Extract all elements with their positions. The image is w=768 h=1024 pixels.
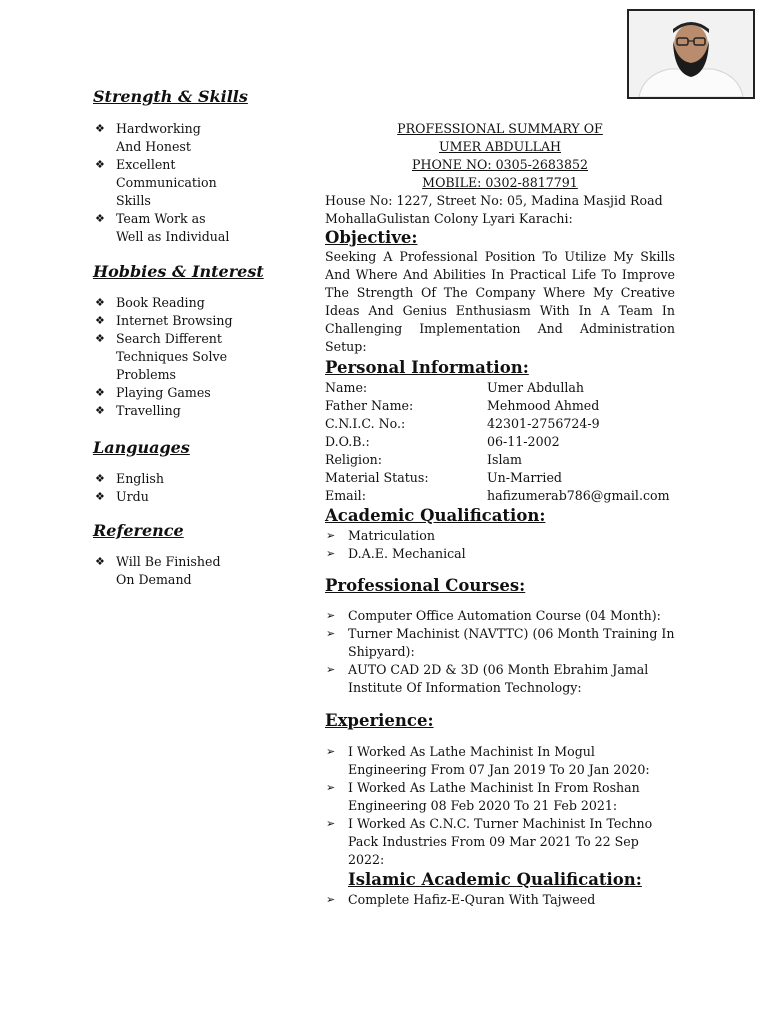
list-item bbox=[325, 661, 675, 697]
list-item bbox=[93, 488, 266, 506]
professional-courses-heading: Professional Courses: bbox=[325, 576, 526, 595]
academic-qualification-list bbox=[325, 527, 675, 563]
experience-heading: Experience: bbox=[325, 711, 434, 730]
info-row bbox=[325, 469, 675, 487]
list-item bbox=[325, 607, 675, 625]
strength-skills-list bbox=[93, 120, 293, 246]
profile-photo bbox=[627, 9, 755, 99]
mobile-number: MOBILE: 0302-8817791 bbox=[422, 175, 578, 190]
info-value: Islam bbox=[487, 452, 522, 467]
info-label: C.N.I.C. No.: bbox=[325, 416, 406, 431]
languages-heading: Languages bbox=[93, 438, 190, 457]
diamond-bullet-icon: ❖ bbox=[95, 555, 105, 568]
list-item-line: Internet Browsing bbox=[116, 313, 233, 328]
summary-title: PROFESSIONAL SUMMARY OF bbox=[397, 121, 603, 136]
list-item bbox=[325, 527, 675, 545]
list-item-line: Excellent bbox=[116, 157, 176, 172]
arrow-bullet-icon: ➢ bbox=[326, 781, 336, 794]
arrow-bullet-icon: ➢ bbox=[326, 745, 336, 758]
diamond-bullet-icon: ❖ bbox=[95, 296, 105, 309]
candidate-name: UMER ABDULLAH bbox=[438, 139, 562, 154]
info-value: 06-11-2002 bbox=[487, 434, 560, 449]
diamond-bullet-icon: ❖ bbox=[95, 212, 105, 225]
hobbies-interest-list bbox=[93, 294, 293, 420]
objective-text: Seeking A Professional Position To Utilize My Skills And Where And Abilities In Practical Life To Improve The Strength Of The Company Where My Creative Ideas And Genius Enthusiasm With In A Team In Challenging Implementation And Administration Setup: bbox=[325, 249, 675, 354]
list-item bbox=[93, 156, 266, 210]
list-item-line: Communication bbox=[116, 175, 217, 190]
list-item bbox=[325, 815, 675, 869]
list-item-line: Travelling bbox=[116, 403, 181, 418]
info-label: Religion: bbox=[325, 452, 383, 467]
list-item-line: On Demand bbox=[116, 572, 192, 587]
address-line-1: House No: 1227, Street No: 05, Madina Masjid Road bbox=[325, 193, 663, 208]
islamic-qualification-list bbox=[325, 891, 675, 909]
info-row bbox=[325, 451, 675, 469]
address-line-2: MohallaGulistan Colony Lyari Karachi: bbox=[325, 211, 573, 226]
diamond-bullet-icon: ❖ bbox=[95, 158, 105, 171]
phone-number: PHONE NO: 0305-2683852 bbox=[412, 157, 588, 172]
list-item-text: I Worked As C.N.C. Turner Machinist In Techno Pack Industries From 09 Mar 2021 To 22 Sep 2022: bbox=[348, 816, 653, 867]
right-column bbox=[325, 120, 675, 909]
personal-information-table bbox=[325, 379, 675, 505]
list-item-line: Urdu bbox=[116, 489, 149, 504]
list-item-line: Team Work as bbox=[116, 211, 206, 226]
list-item-text: I Worked As Lathe Machinist In Mogul Engineering From 07 Jan 2019 To 20 Jan 2020: bbox=[348, 744, 650, 777]
reference-list bbox=[93, 553, 293, 589]
experience-list bbox=[325, 743, 675, 869]
info-row bbox=[325, 487, 675, 505]
diamond-bullet-icon: ❖ bbox=[95, 332, 105, 345]
list-item-line: Will Be Finished bbox=[116, 554, 221, 569]
academic-qualification-heading: Academic Qualification: bbox=[325, 506, 546, 525]
list-item bbox=[93, 312, 266, 330]
strength-skills-heading: Strength & Skills bbox=[93, 87, 248, 106]
left-column bbox=[93, 86, 293, 589]
list-item bbox=[325, 545, 675, 563]
list-item bbox=[325, 625, 675, 661]
arrow-bullet-icon: ➢ bbox=[326, 627, 336, 640]
info-row bbox=[325, 433, 675, 451]
info-value: Mehmood Ahmed bbox=[487, 398, 600, 413]
list-item-line: Skills bbox=[116, 193, 151, 208]
info-row bbox=[325, 397, 675, 415]
personal-information-heading: Personal Information: bbox=[325, 358, 529, 377]
info-label: Father Name: bbox=[325, 398, 414, 413]
info-value: Umer Abdullah bbox=[487, 380, 585, 395]
diamond-bullet-icon: ❖ bbox=[95, 472, 105, 485]
info-label: D.O.B.: bbox=[325, 434, 370, 449]
list-item bbox=[93, 384, 266, 402]
arrow-bullet-icon: ➢ bbox=[326, 547, 336, 560]
list-item-text: AUTO CAD 2D & 3D (06 Month Ebrahim Jamal Institute Of Information Technology: bbox=[348, 662, 649, 695]
arrow-bullet-icon: ➢ bbox=[326, 893, 336, 906]
info-value: Un-Married bbox=[487, 470, 562, 485]
list-item-line: Hardworking bbox=[116, 121, 201, 136]
info-label: Material Status: bbox=[325, 470, 429, 485]
list-item bbox=[93, 470, 266, 488]
info-value: hafizumerab786@gmail.com bbox=[487, 488, 670, 503]
languages-list bbox=[93, 470, 293, 506]
list-item bbox=[93, 120, 266, 156]
list-item-text: Complete Hafiz-E-Quran With Tajweed bbox=[348, 892, 596, 907]
hobbies-interest-heading: Hobbies & Interest bbox=[93, 262, 264, 281]
list-item-text: D.A.E. Mechanical bbox=[348, 546, 466, 561]
info-value: 42301-2756724-9 bbox=[487, 416, 600, 431]
list-item-text: Computer Office Automation Course (04 Month): bbox=[348, 608, 661, 623]
reference-heading: Reference bbox=[93, 521, 184, 540]
objective-heading: Objective: bbox=[325, 228, 418, 247]
list-item bbox=[93, 210, 266, 246]
diamond-bullet-icon: ❖ bbox=[95, 386, 105, 399]
arrow-bullet-icon: ➢ bbox=[326, 817, 336, 830]
list-item-line: Problems bbox=[116, 367, 177, 382]
list-item bbox=[93, 294, 266, 312]
arrow-bullet-icon: ➢ bbox=[326, 663, 336, 676]
list-item-text: I Worked As Lathe Machinist In From Roshan Engineering 08 Feb 2020 To 21 Feb 2021: bbox=[348, 780, 640, 813]
list-item-line: Playing Games bbox=[116, 385, 211, 400]
list-item bbox=[325, 743, 675, 779]
islamic-qualification-heading: Islamic Academic Qualification: bbox=[348, 870, 642, 889]
list-item-text: Turner Machinist (NAVTTC) (06 Month Training In Shipyard): bbox=[348, 626, 675, 659]
list-item bbox=[325, 779, 675, 815]
arrow-bullet-icon: ➢ bbox=[326, 609, 336, 622]
info-label: Email: bbox=[325, 488, 366, 503]
diamond-bullet-icon: ❖ bbox=[95, 314, 105, 327]
info-row bbox=[325, 415, 675, 433]
list-item bbox=[93, 402, 266, 420]
professional-courses-list bbox=[325, 607, 675, 697]
list-item-line: English bbox=[116, 471, 164, 486]
diamond-bullet-icon: ❖ bbox=[95, 490, 105, 503]
list-item bbox=[325, 891, 675, 909]
list-item-line: Search Different bbox=[116, 331, 222, 346]
diamond-bullet-icon: ❖ bbox=[95, 122, 105, 135]
list-item bbox=[93, 330, 266, 384]
list-item-line: And Honest bbox=[116, 139, 191, 154]
info-row bbox=[325, 379, 675, 397]
list-item bbox=[93, 553, 266, 589]
diamond-bullet-icon: ❖ bbox=[95, 404, 105, 417]
list-item-line: Well as Individual bbox=[116, 229, 230, 244]
person-photo-icon bbox=[629, 11, 753, 97]
list-item-line: Techniques Solve bbox=[116, 349, 228, 364]
arrow-bullet-icon: ➢ bbox=[326, 529, 336, 542]
list-item-text: Matriculation bbox=[348, 528, 435, 543]
list-item-line: Book Reading bbox=[116, 295, 205, 310]
info-label: Name: bbox=[325, 380, 368, 395]
